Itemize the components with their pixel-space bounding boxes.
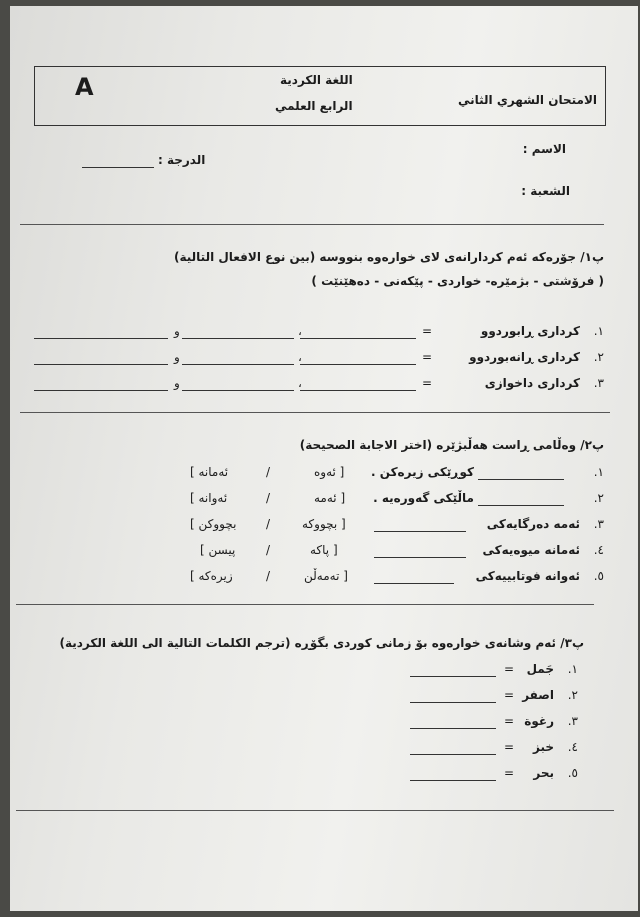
q1-row-comma: ، [298, 350, 302, 364]
q1-blank-2[interactable] [182, 338, 294, 339]
divider-1 [20, 224, 604, 225]
q1-row-and: و [174, 376, 180, 390]
divider-3 [16, 604, 594, 605]
q1-row-comma: ، [298, 324, 302, 338]
q1-blank-3[interactable] [34, 338, 168, 339]
q2-row-number: ٢. [593, 491, 604, 505]
q2-option-2[interactable]: ئەوانە ] [190, 491, 228, 505]
q1-row-number: ٣. [593, 376, 604, 390]
q1-row-eq: = [422, 376, 433, 390]
q2-row-number: ٤. [593, 543, 604, 557]
exam-title: الامتحان الشهري الثاني [457, 93, 597, 107]
q3-answer-blank[interactable] [410, 754, 496, 755]
q3-answer-blank[interactable] [410, 728, 496, 729]
subject-title: اللغة الكردية [280, 73, 353, 87]
q2-answer-blank[interactable] [374, 583, 454, 584]
q2-slash: / [266, 517, 271, 531]
q1-blank-3[interactable] [34, 364, 168, 365]
q2-row-text: ئەمە دەرگایەکی [486, 517, 580, 531]
name-label: الاسم : [522, 142, 566, 156]
q3-answer-blank[interactable] [410, 676, 496, 677]
q2-row-text: کوڕێکی زیرەکن . [371, 465, 474, 479]
q1-blank-1[interactable] [300, 390, 416, 391]
q3-answer-blank[interactable] [410, 780, 496, 781]
q1-row-eq: = [422, 350, 433, 364]
q3-row-eq: = [504, 662, 515, 676]
q1-blank-1[interactable] [300, 338, 416, 339]
q1-blank-1[interactable] [300, 364, 416, 365]
score-label: الدرجة : [158, 153, 206, 167]
q1-row-comma: ، [298, 376, 302, 390]
q1-blank-2[interactable] [182, 364, 294, 365]
q3-title: پ٣/ ئەم وشانەی خوارەوە بۆ زمانی کوردی بگۆڕە (ترجم الكلمات التالية الى اللغة الكردية) [59, 636, 584, 650]
q1-row-number: ١. [593, 324, 604, 338]
q2-option-1[interactable]: [ ئەوە [314, 465, 345, 479]
divider-2 [20, 412, 610, 413]
divider-4 [16, 810, 614, 811]
q2-row-text: ماڵێکی گەورەیە . [373, 491, 474, 505]
q2-answer-blank[interactable] [478, 505, 564, 506]
q2-row-text: ئەوانە فوتابییەکی [475, 569, 580, 583]
q2-option-2[interactable]: ئەمانە ] [190, 465, 229, 479]
q1-blank-2[interactable] [182, 390, 294, 391]
q2-option-2[interactable]: پیسن ] [200, 543, 236, 557]
q3-row-word: بحر [533, 766, 554, 780]
q3-row-number: ١. [567, 662, 578, 676]
grade-level: الرابع العلمي [275, 99, 353, 113]
q1-verbs: ( فرۆشتی - بژمێرە- خواردی - پێکەنی - دەهێنێت ) [311, 274, 604, 288]
q2-slash: / [266, 543, 271, 557]
q2-option-1[interactable]: [ بچووکە [302, 517, 346, 531]
section-label: الشعبة : [521, 184, 570, 198]
q2-option-2[interactable]: بچووکن ] [190, 517, 237, 531]
q3-row-number: ٥. [567, 766, 578, 780]
q2-answer-blank[interactable] [374, 557, 466, 558]
q2-option-1[interactable]: [ ئەمە [314, 491, 346, 505]
q3-row-number: ٣. [567, 714, 578, 728]
q2-row-number: ١. [593, 465, 604, 479]
q3-row-number: ٢. [567, 688, 578, 702]
q1-row-number: ٢. [593, 350, 604, 364]
q2-slash: / [266, 465, 271, 479]
q2-slash: / [266, 491, 271, 505]
q2-option-1[interactable]: [ پاکە [310, 543, 338, 557]
q2-answer-blank[interactable] [478, 479, 564, 480]
q3-row-eq: = [504, 688, 515, 702]
q1-row-label: کرداری داخوازی [484, 376, 580, 390]
q2-row-text: ئەمانە میوەیەکی [482, 543, 580, 557]
q2-row-number: ٥. [593, 569, 604, 583]
q3-row-word: اصفر [522, 688, 554, 702]
q2-title: پ٢/ وەڵامی ڕاست هەڵبژێرە (اختر الاجابة الصحيحة) [299, 438, 604, 452]
q1-row-and: و [174, 350, 180, 364]
q2-option-1[interactable]: [ تەمەڵن [304, 569, 348, 583]
q3-row-word: جَمل [526, 662, 554, 676]
q1-title: پ١/ جۆرەکە ئەم کردارانەی لای خوارەوە بنووسە (بين نوع الافعال التالية) [174, 250, 604, 264]
q1-row-eq: = [422, 324, 433, 338]
q3-row-word: خبز [532, 740, 554, 754]
score-blank [82, 167, 154, 168]
q3-row-eq: = [504, 766, 515, 780]
exam-paper [10, 6, 638, 911]
q1-row-label: کرداری ڕانەبوردوو [469, 350, 580, 364]
q3-row-word: رغوة [524, 714, 554, 728]
q1-row-label: کرداری ڕابوردوو [480, 324, 580, 338]
exam-header-box [34, 66, 606, 126]
q3-answer-blank[interactable] [410, 702, 496, 703]
q2-option-2[interactable]: زیرەکە ] [190, 569, 233, 583]
q3-row-number: ٤. [567, 740, 578, 754]
q1-row-and: و [174, 324, 180, 338]
q3-row-eq: = [504, 714, 515, 728]
q2-slash: / [266, 569, 271, 583]
q2-row-number: ٣. [593, 517, 604, 531]
q3-row-eq: = [504, 740, 515, 754]
q2-answer-blank[interactable] [374, 531, 466, 532]
q1-blank-3[interactable] [34, 390, 168, 391]
grade-letter: A [75, 73, 94, 101]
